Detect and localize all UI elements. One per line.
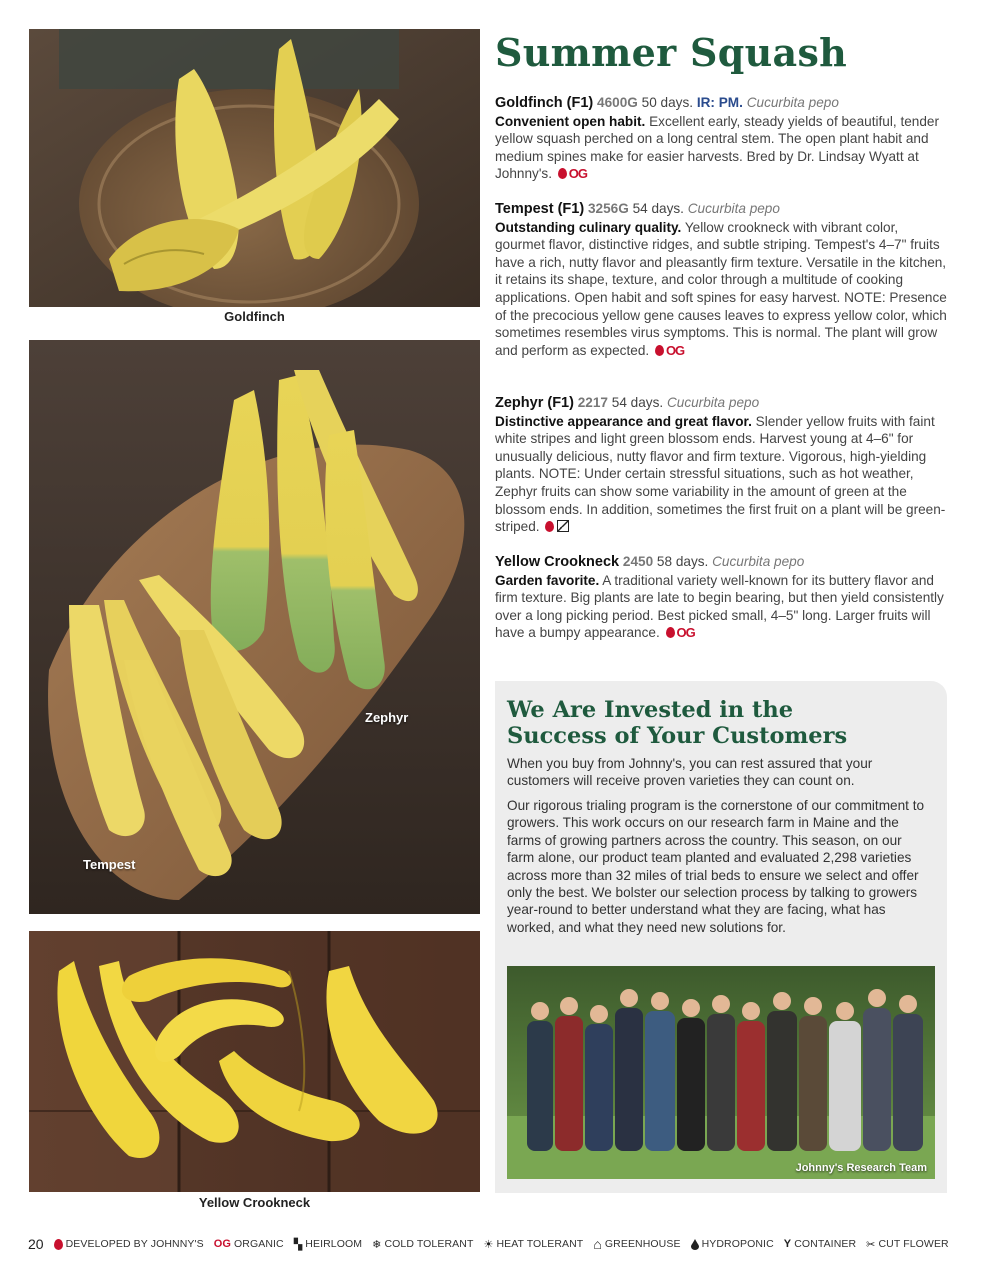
icon-legend-footer — [28, 1235, 948, 1253]
zephyr-tempest-photo — [29, 340, 480, 914]
developed-by-johnnys-icon — [558, 168, 567, 179]
variety-latin-name: Cucurbita pepo — [746, 95, 839, 110]
variety-latin-name: Cucurbita pepo — [687, 201, 780, 216]
variety-headline: Distinctive appearance and great flavor. — [495, 413, 752, 429]
research-team-label: Johnny's Research Team — [795, 1162, 927, 1174]
legend-developed-by-johnnys: DEVELOPED BY JOHNNY'S — [52, 1238, 204, 1250]
legend-cut-flower: ✂ CUT FLOWER — [866, 1238, 949, 1251]
goldfinch-caption: Goldfinch — [224, 309, 285, 324]
container-icon: Y — [783, 1238, 792, 1250]
legend-container: Y CONTAINER — [783, 1238, 857, 1250]
callout-title-line1: We Are Invested in the — [507, 697, 794, 723]
variety-headline: Outstanding culinary quality. — [495, 219, 682, 235]
variety-name: Goldfinch (F1) — [495, 95, 594, 111]
variety-resistance: IR: PM. — [696, 95, 743, 110]
cut-flower-icon: ✂ — [866, 1238, 876, 1251]
variety-description: A traditional variety well-known for its buttery flavor and firm texture. Big plants are late to begin bearing, but then yield consistently over a long picking period. Best picked small, 4–5" long. Larger fruits will have a bumpy appearance. — [495, 572, 944, 641]
variety-yellow-crookneck — [495, 553, 947, 642]
variety-goldfinch — [495, 94, 947, 183]
legend-heirloom: ▚ HEIRLOOM — [293, 1238, 363, 1251]
callout-title — [507, 697, 847, 749]
variety-headline: Convenient open habit. — [495, 113, 646, 129]
legend-organic: OG ORGANIC — [213, 1238, 284, 1250]
variety-description: Yellow crookneck with vibrant color, gourmet flavor, distinctive ridges, and subtle striping. Tempest's 4–7" fruits have a rich, nutty flavor and pleasantly firm texture. Versatile in the kitchen, it retains its shape, texture, and color through a multitude of cooking applications. Open habit and soft spines for easy harvest. NOTE: Presence of the precocious yellow gene causes leaves to express yellow color, which sometimes resembles virus symptoms. This is normal. The plant will grow and perform as expected. — [495, 219, 947, 358]
variety-latin-name: Cucurbita pepo — [712, 554, 805, 569]
callout-body-paragraph: Our rigorous trialing program is the cornerstone of our commitment to growers. This work occurs on our research farm in Maine and the farms of growing partners across the country. This season, on our farm alone, our product team planted and evaluated 2,298 varieties across more than 32 miles of trial beds to ensure we select and offer only the best. We bolster our selection process by talking to growers year-round to better understand what they are facing, what has worked, and what they need new solutions for. — [507, 798, 925, 935]
callout-intro-paragraph: When you buy from Johnny's, you can rest assured that your customers will receive proven varieties they can count on. — [507, 756, 873, 789]
heirloom-icon: ▚ — [293, 1238, 303, 1251]
heat-tolerant-icon: ☀ — [483, 1238, 494, 1251]
developed-by-johnnys-icon — [545, 521, 554, 532]
variety-description: Slender yellow fruits with faint white stripes and light green blossom ends. Harvest young at 4–6" for unusually delicious, nutty flavor and firm texture. Vigorous, high-yielding plants. NOTE: Under certain stressful situations, such as hot weather, Zephyr fruits can show some variability in the amount of green at the blossom ends. In addition, sometimes the first fruit on a plant will be green-striped. — [495, 413, 946, 535]
variety-code: 2450 — [622, 554, 654, 569]
variety-headline: Garden favorite. — [495, 572, 600, 588]
developed-by-johnnys-icon — [666, 627, 675, 638]
legend-greenhouse: ⌂ GREENHOUSE — [593, 1236, 681, 1252]
goldfinch-photo — [29, 29, 480, 307]
organic-icon: OG — [665, 342, 685, 358]
legend-cold-tolerant: ❄ COLD TOLERANT — [372, 1238, 474, 1251]
variety-code: 2217 — [577, 395, 608, 410]
callout-title-line2: Success of Your Customers — [507, 723, 848, 749]
variety-code: 3256G — [587, 201, 629, 216]
organic-icon: OG — [568, 166, 588, 182]
yellow-crookneck-photo — [29, 931, 480, 1192]
organic-icon: OG — [676, 625, 695, 641]
variety-name: Tempest (F1) — [495, 201, 585, 217]
page-number: 20 — [28, 1236, 44, 1252]
zephyr-label: Zephyr — [365, 710, 409, 725]
variety-code: 4600G — [597, 95, 638, 110]
variety-description: Excellent early, steady yields of beautiful, tender yellow squash perched on a long central stem. The open plant habit and medium spines make for easier harvests. Bred by Dr. Lindsay Wyatt at Johnny's. — [495, 113, 939, 182]
variety-tempest — [495, 200, 947, 359]
legend-hydroponic: HYDROPONIC — [691, 1238, 774, 1250]
tempest-label: Tempest — [83, 857, 136, 872]
greenhouse-icon: ⌂ — [593, 1236, 602, 1252]
variety-days: 50 days. — [641, 95, 694, 110]
invested-callout-box — [495, 681, 947, 1193]
variety-name: Yellow Crookneck — [495, 554, 620, 570]
variety-zephyr — [495, 394, 947, 536]
variety-name: Zephyr (F1) — [495, 395, 574, 411]
hydroponic-icon — [691, 1239, 699, 1250]
page-title: Summer Squash — [495, 30, 848, 75]
developed-by-johnnys-icon — [54, 1239, 63, 1250]
container-icon — [557, 520, 569, 532]
legend-heat-tolerant: ☀ HEAT TOLERANT — [483, 1238, 584, 1251]
yellow-crookneck-caption: Yellow Crookneck — [198, 1195, 311, 1210]
research-team-photo — [507, 966, 935, 1179]
variety-days: 54 days. — [611, 395, 664, 410]
variety-days: 54 days. — [632, 201, 684, 216]
variety-latin-name: Cucurbita pepo — [666, 395, 760, 410]
developed-by-johnnys-icon — [655, 345, 664, 356]
organic-icon: OG — [213, 1238, 232, 1250]
variety-days: 58 days. — [656, 554, 709, 569]
cold-tolerant-icon: ❄ — [372, 1238, 382, 1251]
